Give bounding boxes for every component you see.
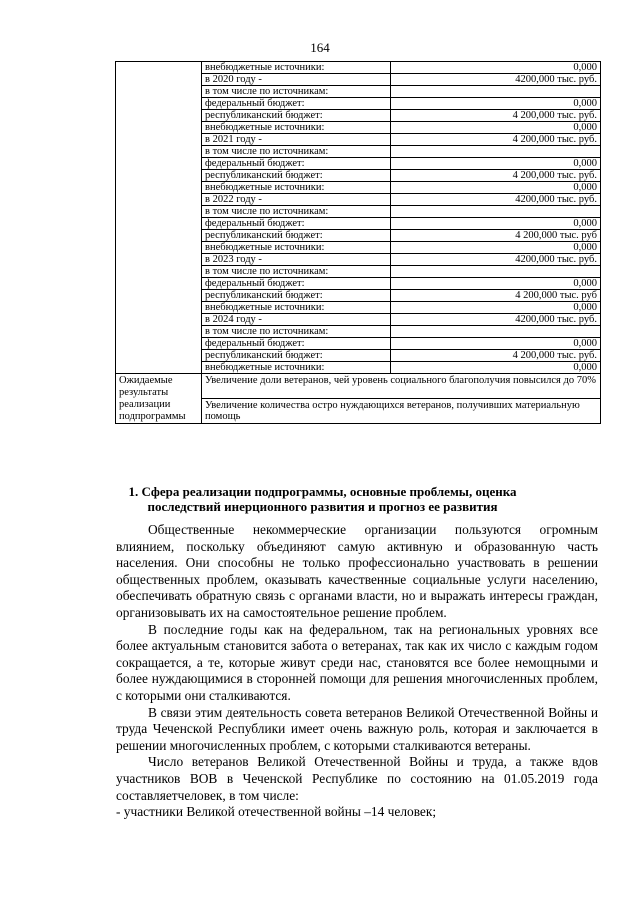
funding-label: в 2022 году - (202, 194, 391, 206)
funding-label: федеральный бюджет: (202, 158, 391, 170)
table-cell-empty (116, 218, 202, 230)
paragraph: Число ветеранов Великой Отечественной Войны и труда, а также вдов участников ВОВ в Чеченской Республике по состоянию на 01.05.2019 года составляетчеловек, в том числе: (116, 754, 598, 803)
funding-label: в 2021 году - (202, 134, 391, 146)
funding-label: в том числе по источникам: (202, 266, 391, 278)
funding-label: в 2020 году - (202, 74, 391, 86)
table-cell-empty (116, 326, 202, 338)
funding-label: республиканский бюджет: (202, 170, 391, 182)
expected-result: Увеличение количества остро нуждающихся ветеранов, получивших материальную помощь (202, 398, 601, 423)
funding-value: 0,000 (391, 158, 601, 170)
table-cell-empty (116, 170, 202, 182)
funding-label: федеральный бюджет: (202, 338, 391, 350)
table-row (116, 290, 601, 302)
funding-value: 4 200,000 тыс. руб. (391, 170, 601, 182)
table-row (116, 314, 601, 326)
results-row (116, 398, 601, 423)
funding-value: 0,000 (391, 278, 601, 290)
table-cell-empty (116, 338, 202, 350)
table-row (116, 146, 601, 158)
table-cell-empty (116, 194, 202, 206)
table-cell-empty (116, 350, 202, 362)
results-label-line: Ожидаемые (119, 375, 173, 386)
results-label-line: подпрограммы (119, 410, 186, 422)
page-number: 164 (310, 40, 330, 55)
funding-table-body (116, 62, 601, 424)
table-cell-empty (116, 290, 202, 302)
table-row (116, 350, 601, 362)
funding-value: 4 200,000 тыс. руб. (391, 350, 601, 362)
table-cell-empty (116, 146, 202, 158)
table-cell-empty (116, 62, 202, 74)
funding-value: 4 200,000 тыс. руб. (391, 110, 601, 122)
funding-value: 4200,000 тыс. руб. (391, 74, 601, 86)
section-title: 1. Сфера реализации подпрограммы, основные проблемы, оценка последствий инерционного развития и прогноз ее развития (128, 484, 517, 514)
table-row (116, 134, 601, 146)
table-row (116, 182, 601, 194)
table-cell-empty (116, 266, 202, 278)
table-row (116, 194, 601, 206)
table-row (116, 242, 601, 254)
funding-label: внебюджетные источники: (202, 62, 391, 74)
results-label-line: результаты (119, 386, 169, 398)
table-row (116, 266, 601, 278)
table-cell-empty (116, 362, 202, 374)
funding-value: 0,000 (391, 242, 601, 254)
funding-label: в том числе по источникам: (202, 86, 391, 98)
results-label-line: реализации (119, 399, 171, 410)
funding-value (391, 146, 601, 158)
funding-value: 4 200,000 тыс. руб (391, 290, 601, 302)
funding-value: 4200,000 тыс. руб. (391, 314, 601, 326)
table-cell-empty (116, 302, 202, 314)
funding-value: 0,000 (391, 122, 601, 134)
table-cell-empty (116, 74, 202, 86)
funding-value: 0,000 (391, 362, 601, 374)
funding-value (391, 266, 601, 278)
table-cell-empty (116, 158, 202, 170)
table-row (116, 254, 601, 266)
table-cell-empty (116, 206, 202, 218)
table-cell-empty (116, 314, 202, 326)
table-row (116, 170, 601, 182)
funding-value: 4200,000 тыс. руб. (391, 254, 601, 266)
funding-label: внебюджетные источники: (202, 122, 391, 134)
funding-label: республиканский бюджет: (202, 110, 391, 122)
funding-value: 0,000 (391, 218, 601, 230)
funding-value: 4 200,000 тыс. руб. (391, 134, 601, 146)
funding-value (391, 86, 601, 98)
funding-label: в том числе по источникам: (202, 326, 391, 338)
table-row (116, 302, 601, 314)
table-row (116, 62, 601, 74)
table-row (116, 74, 601, 86)
funding-label: в 2024 году - (202, 314, 391, 326)
funding-label: республиканский бюджет: (202, 350, 391, 362)
table-row (116, 362, 601, 374)
funding-label: внебюджетные источники: (202, 302, 391, 314)
paragraph: Общественные некоммерческие организации пользуются огромным влиянием, поскольку объединяют самую активную и образованную часть населения. Они способны не только профессионально участвовать в решении общественных проблем, оказывать качественные социальные услуги населению, обеспечивать обратную связь с органами власти, но и выражать интересы граждан, организовывать их на самостоятельное решение проблем. (116, 522, 598, 620)
results-label (116, 374, 202, 399)
funding-label: федеральный бюджет: (202, 218, 391, 230)
table-cell-empty (116, 254, 202, 266)
body-text (116, 522, 598, 821)
funding-value (391, 206, 601, 218)
funding-value: 0,000 (391, 62, 601, 74)
expected-result: Увеличение доли ветеранов, чей уровень социального благополучия повысился до 70% (202, 374, 601, 399)
table-cell-empty (116, 122, 202, 134)
funding-label: внебюджетные источники: (202, 182, 391, 194)
table-row (116, 326, 601, 338)
funding-label: республиканский бюджет: (202, 290, 391, 302)
table-row (116, 206, 601, 218)
funding-label: внебюджетные источники: (202, 362, 391, 374)
funding-label: федеральный бюджет: (202, 98, 391, 110)
table-cell-empty (116, 134, 202, 146)
table-cell-empty (116, 98, 202, 110)
table-row (116, 98, 601, 110)
funding-value (391, 326, 601, 338)
table-cell-empty (116, 110, 202, 122)
funding-value: 4 200,000 тыс. руб (391, 230, 601, 242)
table-row (116, 230, 601, 242)
results-row (116, 374, 601, 399)
funding-label: в том числе по источникам: (202, 146, 391, 158)
table-row (116, 338, 601, 350)
paragraph: В связи этим деятельность совета ветеранов Великой Отечественной Войны и труда Чеченской Республики имеет очень важную роль, которая и заключается в решении многочисленных проблем, с которыми сталкиваются ветераны. (116, 704, 598, 753)
table-row (116, 218, 601, 230)
table-cell-empty (116, 242, 202, 254)
table-cell-empty (116, 182, 202, 194)
funding-value: 0,000 (391, 302, 601, 314)
table-cell-empty (116, 230, 202, 242)
table-cell-empty (116, 86, 202, 98)
funding-label: федеральный бюджет: (202, 278, 391, 290)
table-row (116, 86, 601, 98)
table-row (116, 278, 601, 290)
funding-label: в том числе по источникам: (202, 206, 391, 218)
list-item: - участники Великой отечественной войны –14 человек; (116, 804, 437, 820)
funding-value: 0,000 (391, 182, 601, 194)
table-row (116, 110, 601, 122)
table-row (116, 158, 601, 170)
funding-label: внебюджетные источники: (202, 242, 391, 254)
funding-label: республиканский бюджет: (202, 230, 391, 242)
funding-label: в 2023 году - (202, 254, 391, 266)
paragraph: В последние годы как на федеральном, так на региональных уровнях все более актуальным становится забота о ветеранах, так как их число с каждым годом сокращается, а те, которые живут среди нас, становятся все более немощными и более нуждающимися в сторонней помощи для решения многочисленных проблем, с которыми они сталкиваются. (116, 621, 598, 703)
results-label (116, 398, 202, 423)
table-row (116, 122, 601, 134)
funding-table (115, 61, 601, 424)
funding-value: 0,000 (391, 98, 601, 110)
table-cell-empty (116, 278, 202, 290)
funding-value: 0,000 (391, 338, 601, 350)
funding-value: 4200,000 тыс. руб. (391, 194, 601, 206)
